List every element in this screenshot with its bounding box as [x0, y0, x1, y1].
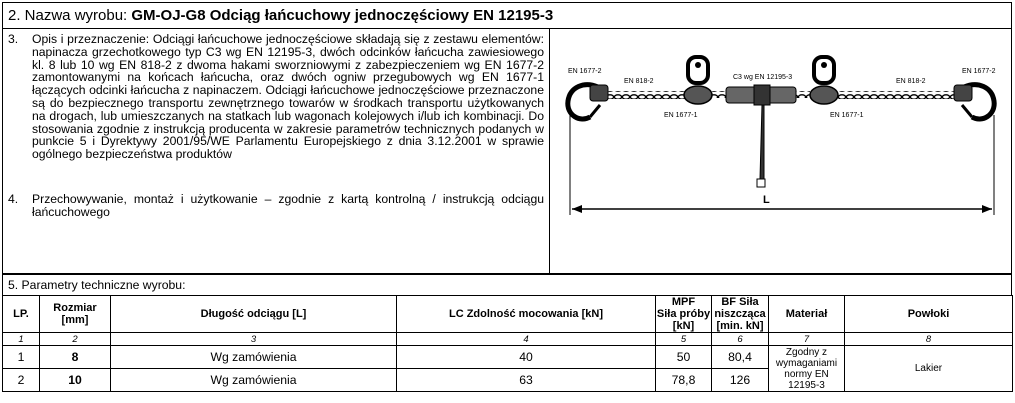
col-index: 1 — [3, 333, 40, 346]
cell-lc: 40 — [397, 346, 656, 369]
label-chain-right: EN 818-2 — [896, 78, 926, 85]
params-section-title: 5. Parametry techniczne wyrobu: — [2, 274, 1012, 296]
storage-text: Przechowywanie, montaż i użytkowanie – zgodnie z kartą kontrolną / instrukcją odciągu łańcuchowego — [32, 192, 544, 219]
description-box — [2, 28, 550, 274]
col-index: 7 — [769, 333, 845, 346]
left-link-icon — [684, 57, 712, 104]
col-index: 2 — [40, 333, 111, 346]
cell-coating: Lakier — [845, 346, 1013, 392]
figure-box — [549, 28, 1012, 274]
cell-size: 8 — [40, 346, 111, 369]
description-item-4 — [8, 193, 548, 223]
label-link-right: EN 1677-1 — [830, 112, 864, 119]
col-index: 5 — [656, 333, 712, 346]
header-material: Materiał — [769, 296, 845, 333]
header-lp: LP. — [3, 296, 40, 333]
table-header-row — [3, 296, 1013, 333]
product-title-prefix: 2. Nazwa wyrobu: — [8, 7, 132, 24]
description-item-3 — [8, 33, 548, 183]
header-mpf: MPF Siła próby [kN] — [656, 296, 711, 332]
header-coating: Powłoki — [845, 296, 1013, 333]
length-dimension — [570, 115, 994, 215]
col-index: 6 — [712, 333, 769, 346]
lashing-chain-drawing — [550, 29, 1011, 273]
product-name: GM-OJ-G8 Odciąg łańcuchowy jednoczęściowy EN 12195-3 — [131, 7, 554, 24]
product-title — [2, 2, 1012, 29]
right-hook-icon — [954, 85, 994, 119]
cell-lc: 63 — [397, 369, 656, 392]
label-tensioner: C3 wg EN 12195-3 — [733, 74, 793, 81]
right-chain-icon — [838, 91, 956, 99]
cell-lp: 2 — [3, 369, 40, 392]
header-length: Długość odciągu [L] — [111, 296, 397, 333]
table-row — [3, 346, 1013, 369]
cell-size: 10 — [40, 369, 111, 392]
cell-lp: 1 — [3, 346, 40, 369]
cell-bf: 126 — [712, 369, 769, 392]
col-index: 8 — [845, 333, 1013, 346]
label-link-left: EN 1677-1 — [664, 112, 698, 119]
right-link-icon — [810, 57, 838, 104]
item-number: 3. — [8, 32, 19, 46]
item-number: 4. — [8, 192, 19, 206]
header-size: Rozmiar [mm] — [40, 296, 111, 333]
header-bf: BF Siła niszcząca [min. kN] — [712, 296, 769, 333]
left-chain-icon — [608, 91, 686, 99]
label-length: L — [763, 194, 770, 206]
col-index: 4 — [397, 333, 656, 346]
label-hook-right: EN 1677-2 — [962, 68, 996, 75]
cell-length: Wg zamówienia — [111, 346, 397, 369]
label-hook-left: EN 1677-2 — [568, 68, 602, 75]
table-index-row — [3, 333, 1013, 346]
header-lc: LC Zdolność mocowania [kN] — [397, 296, 656, 333]
cell-bf: 80,4 — [712, 346, 769, 369]
cell-mpf: 78,8 — [656, 369, 712, 392]
cell-material: Zgodny z wymaganiami normy EN 12195-3 — [769, 346, 845, 392]
col-index: 3 — [111, 333, 397, 346]
tensioner-icon — [712, 85, 810, 187]
label-chain-left: EN 818-2 — [624, 78, 654, 85]
cell-mpf: 50 — [656, 346, 712, 369]
cell-length: Wg zamówienia — [111, 369, 397, 392]
left-hook-icon — [568, 85, 608, 119]
description-text: Opis i przeznaczenie: Odciągi łańcuchowe jednoczęściowe składają się z zestawu elementów: napinacza grzechotkowego typ C3 wg EN 12195-3, dwóch odcinków łańcucha zawiesiowego kl. 8 lub 10 wg EN 818-2 z dwoma hakami sworzniowymi z zabezpieczeniem wg EN 1677-2 zamontowanymi na końcach łańcucha, oraz dwóch ogniw przegubowych wg EN 1677-1 łączących odcinki łańcucha z napinaczem. Odciągi łańcuchowe jednoczęściowe przeznaczone są do bezpiecznego transportu zewnętrznego towarów w środkach transportu użytkowanych na drogach, lub umieszczanych na statkach lub wagonach kolejowych i/lub ich kombinacji. Do stosowania zgodnie z instrukcją producenta w zakresie parametrów technicznych podanych w punkcie 5 i Dyrektywy 2001/95/WE Parlamentu Europejskiego z dnia 3.12.2001 w sprawie ogólnego bezpieczeństwa produktów — [32, 32, 544, 162]
params-table — [2, 295, 1013, 392]
